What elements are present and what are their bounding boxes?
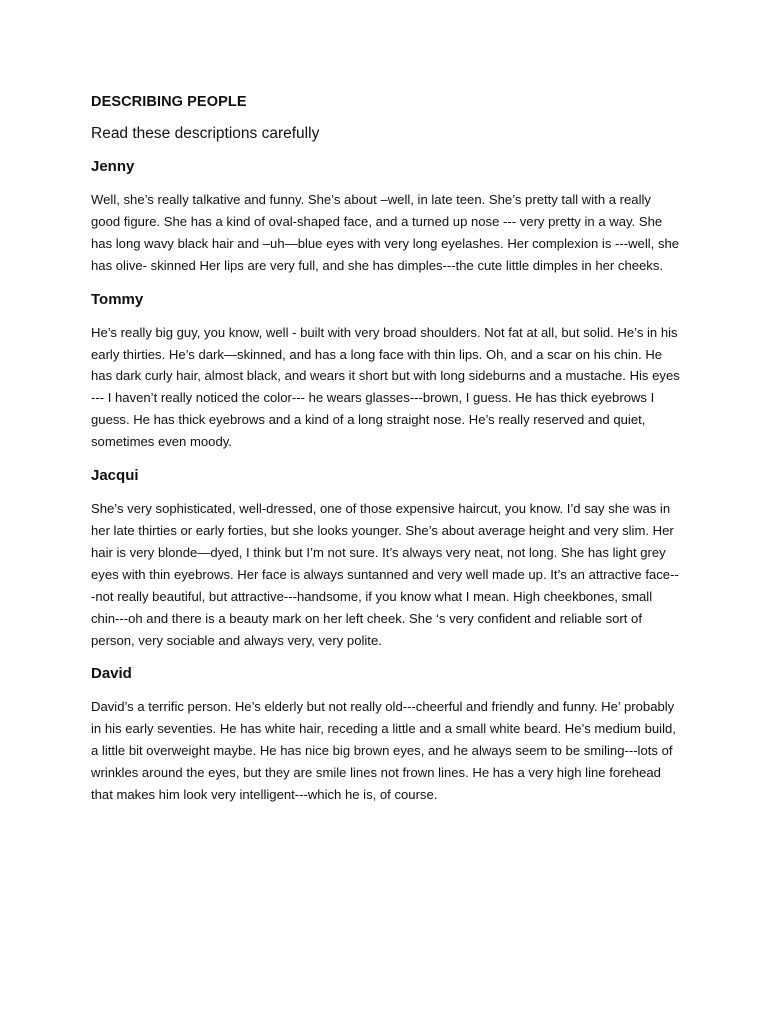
person-description: She’s very sophisticated, well-dressed, one of those expensive haircut, you know. I’d say she was in her late thirties or early forties, but she looks younger. She’s about average height and very slim. Her hair is very blonde—dyed, I think but I’m not sure. It’s always very neat, not long. She has light grey eyes with thin eyebrows. Her face is always suntanned and very well made up. It’s an attractive face---not really beautiful, but attractive---handsome, if you know what I mean. High cheekbones, small chin---oh and there is a beauty mark on her left cheek. She ‘s very confident and reliable sort of person, very sociable and always very, very polite. [91,501,679,648]
person-name: Jacqui [91,467,139,485]
person-description: Well, she’s really talkative and funny. She’s about –well, in late teen. She’s pretty tall with a really good figure. She has a kind of oval-shaped face, and a turned up nose --- very pretty in a way. She has long wavy black hair and –uh—blue eyes with very long eyelashes. Her complexion is ---well, she has olive- skinned Her lips are very full, and she has dimples---the cute little dimples in her cheeks. [91,192,680,273]
instruction-text: Read these descriptions carefully [91,125,320,142]
person-name: David [91,665,132,683]
document-title: DESCRIBING PEOPLE [91,94,247,110]
document-page [91,94,681,820]
person-section-tommy [91,291,681,453]
person-section-david [91,665,681,806]
person-name: Jenny [91,158,135,175]
person-name: Tommy [91,290,144,308]
person-section-jenny [91,158,681,277]
person-description: He’s really big guy, you know, well - built with very broad shoulders. Not fat at all, but solid. He’s in his early thirties. He’s dark—skinned, and has a long face with thin lips. Oh, and a scar on his chin. He has dark curly hair, almost black, and wears it short but with long sideburns and a mustache. His eyes --- I haven’t really noticed the color--- he wears glasses---brown, I guess. He has thick eyebrows I guess. He has thick eyebrows and a kind of a long straight nose. He’s really reserved and quiet, sometimes even moody. [91,324,680,450]
person-description: David’s a terrific person. He’s elderly but not really old---cheerful and friendly and funny. He’ probably in his early seventies. He has white hair, receding a little and a small white beard. He’s medium build, a little bit overweight maybe. He has nice big brown eyes, and he always seem to be smiling---lots of wrinkles around the eyes, but they are smile lines not frown lines. He has a very high line forehead that makes him look very intelligent---which he is, of course. [91,699,676,803]
person-section-jacqui [91,467,681,651]
